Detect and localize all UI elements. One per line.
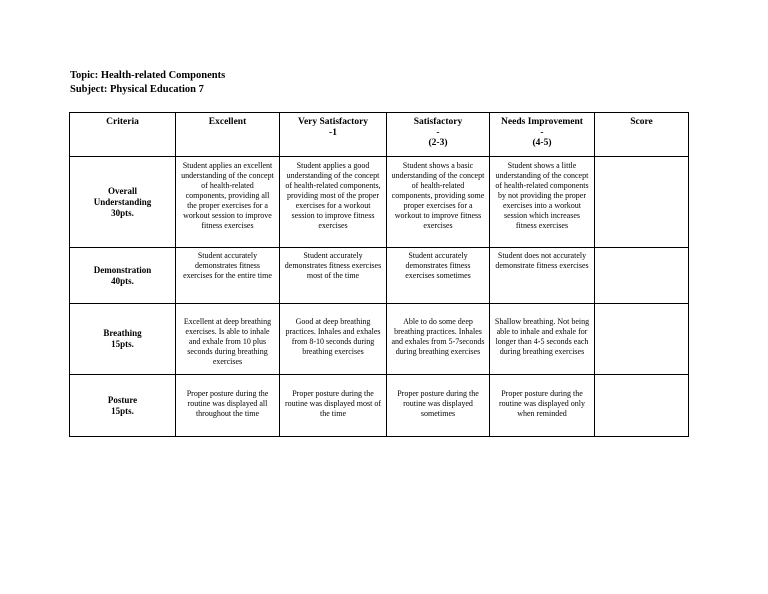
criteria-cell: Posture 15pts.: [70, 375, 176, 437]
satisfactory-cell: Student shows a basic understanding of the concept of health-related components, providing some proper exercises for a workout to improve fitness exercises: [387, 157, 490, 248]
excellent-cell: Proper posture during the routine was displayed all throughout the time: [176, 375, 280, 437]
score-cell: [595, 248, 689, 304]
header-satisfactory: Satisfactory - (2-3): [387, 113, 490, 157]
satisfactory-cell: Able to do some deep breathing practices. Inhales and exhales from 5-7seconds during breathing exercises: [387, 304, 490, 375]
very-satisfactory-cell: Good at deep breathing practices. Inhales and exhales from 8-10 seconds during breathing exercises: [280, 304, 387, 375]
very-satisfactory-cell: Proper posture during the routine was displayed most of the time: [280, 375, 387, 437]
needs-improvement-cell: Proper posture during the routine was displayed only when reminded: [490, 375, 595, 437]
rubric-table: [69, 112, 689, 437]
criteria-row-breathing: [70, 304, 689, 375]
header-excellent: Excellent: [176, 113, 280, 157]
header-score: Score: [595, 113, 689, 157]
satisfactory-cell: Student accurately demonstrates fitness exercises sometimes: [387, 248, 490, 304]
topic-line: Topic: Health-related Components: [70, 70, 226, 81]
excellent-cell: Student accurately demonstrates fitness exercises for the entire time: [176, 248, 280, 304]
needs-improvement-cell: Shallow breathing. Not being able to inhale and exhale for longer than 4-5 seconds each during breathing exercises: [490, 304, 595, 375]
rubric-header-row: [70, 113, 689, 157]
header-very-satisfactory: Very Satisfactory -1: [280, 113, 387, 157]
header-needs-improvement: Needs Improvement - (4-5): [490, 113, 595, 157]
needs-improvement-cell: Student shows a little understanding of the concept of health-related components by not providing the proper exercises into a workout session which increases fitness exercises: [490, 157, 595, 248]
header-criteria: Criteria: [70, 113, 176, 157]
score-cell: [595, 157, 689, 248]
criteria-row-overall-understanding: [70, 157, 689, 248]
subject-line: Subject: Physical Education 7: [70, 83, 204, 95]
criteria-row-posture: [70, 375, 689, 437]
very-satisfactory-cell: Student accurately demonstrates fitness exercises most of the time: [280, 248, 387, 304]
satisfactory-cell: Proper posture during the routine was displayed sometimes: [387, 375, 490, 437]
excellent-cell: Excellent at deep breathing exercises. Is able to inhale and exhale from 10 plus seconds during breathing exercises: [176, 304, 280, 375]
score-cell: [595, 375, 689, 437]
score-cell: [595, 304, 689, 375]
very-satisfactory-cell: Student applies a good understanding of the concept of health-related components, providing most of the proper exercises for a workout session to improve fitness exercises: [280, 157, 387, 248]
criteria-cell: Overall Understanding 30pts.: [70, 157, 176, 248]
criteria-cell: Breathing 15pts.: [70, 304, 176, 375]
criteria-row-demonstration: [70, 248, 689, 304]
needs-improvement-cell: Student does not accurately demonstrate fitness exercises: [490, 248, 595, 304]
criteria-cell: Demonstration 40pts.: [70, 248, 176, 304]
excellent-cell: Student applies an excellent understanding of the concept of health-related components, providing all the proper exercises for a workout session to improve fitness exercises: [176, 157, 280, 248]
document-header: [70, 69, 225, 96]
